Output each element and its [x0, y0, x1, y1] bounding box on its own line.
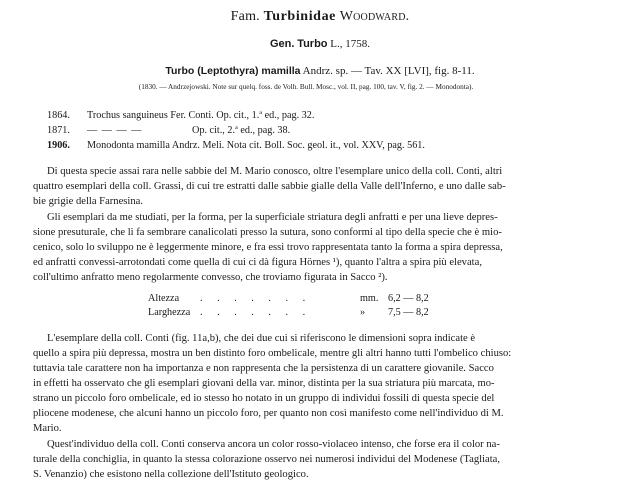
- measurement-row: [148, 293, 429, 304]
- paragraph-line: pliocene modenese, che alcuni hanno un piccolo foro, per quanto non così manifesto come nell'individuo di M.: [33, 408, 504, 419]
- synonymy-year: 1906.: [47, 140, 70, 151]
- paragraph-line: tuttavia tale carattere non ha importanza e non rappresenta che la persistenza di un carattere giovanile. Sacco: [33, 363, 494, 374]
- genus-name: Turbo: [297, 38, 328, 50]
- paragraph-line: Quest'individuo della coll. Conti conserva ancora un color rosso-violaceo intenso, che forse era il color na-: [47, 439, 500, 450]
- paragraph-line: Mario.: [33, 423, 62, 434]
- paragraph-line: Gli esemplari da me studiati, per la forma, per la superficiale striatura degli anfratti e per una lieve depres-: [47, 212, 498, 223]
- measurement-value: 7,5 — 8,2: [388, 307, 429, 318]
- paragraph-line: sione presuturale, che li fa sembrare canalicolati presso la sutura, sono conformi al tipo della specie che è mio-: [33, 227, 502, 238]
- species-name: Turbo (Leptothyra) mamilla: [165, 65, 301, 77]
- synonymy-text: Trochus sanguineus Fer. Conti. Op. cit., 1.ª ed., pag. 32.: [87, 110, 315, 121]
- measurement-unit: mm.: [360, 293, 379, 304]
- measurement-dots: . . . . . . .: [200, 307, 312, 318]
- synonymy-dashes: — — — —: [87, 125, 143, 136]
- paragraph-line: turale della conchiglia, in quanto la stessa colorazione osservo nei numerosi individui del Modenese (Tagliata,: [33, 454, 501, 465]
- synonymy-entry: [47, 140, 425, 151]
- synonymy-entry: [47, 125, 290, 136]
- genus-prefix: Gen.: [269, 38, 295, 50]
- paragraph-line: strano un piccolo foro ombelicale, ed io stesso ho notato in un gruppo di individui fossili di questa specie del: [33, 393, 495, 404]
- paragraph-line: bie grigie della Farnesina.: [33, 196, 144, 207]
- synonymy-year: 1871.: [47, 125, 70, 136]
- paragraph-line: in effetti ha osservato che gli esemplari giovani della var. minor, distinta per la sua striatura più marcata, mo-: [33, 378, 495, 389]
- paragraph-line: S. Venanzio) che esistono nella collezione dell'Istituto geologico.: [33, 469, 309, 480]
- synonymy-text: Monodonta mamilla Andrz. Meli. Nota cit. Boll. Soc. geol. it., vol. XXV, pag. 561.: [87, 140, 425, 151]
- measurement-label: Altezza: [148, 293, 180, 304]
- first-citation: (1830. — Andrzejowski. Note sur quelq. foss. de Volh. Bull. Mosc., vol. II, pag. 100, tav. V, fig. 2. — Monodonta).: [138, 82, 474, 91]
- paragraph-line: quattro esemplari della coll. Grassi, di cui tre estratti dalle sabbie gialle della Valle dell'Inferno, e uno dalle sab-: [33, 181, 506, 192]
- genus-heading: [0, 38, 640, 50]
- family-name: Turbinidae: [263, 9, 336, 24]
- paragraph-line: cenico, solo lo sviluppo ne è leggermente minore, e fra essi trovo rappresentata tanto la forma a spira depressa,: [33, 242, 503, 253]
- paragraph-line: quello a spira più depressa, mostra un ben distinto foro ombelicale, mentre gli altri hanno tutti l'ombelico chiuso:: [33, 348, 512, 359]
- measurement-unit: »: [360, 307, 366, 318]
- measurement-row: [148, 307, 429, 318]
- synonymy-text: Op. cit., 2.ª ed., pag. 38.: [192, 125, 291, 136]
- paragraph-line: ed anfratti convessi-arrotondati come quella di cui ci dà figura Hörnes ¹), quanto l'altra a spira più elevata,: [33, 257, 482, 268]
- measurement-dots: . . . . . . .: [200, 293, 312, 304]
- genus-author: L., 1758.: [330, 38, 371, 50]
- paragraph-line: coll'ultimo anfratto meno regolarmente convesso, che troviamo figurata in Sacco ²).: [33, 272, 388, 283]
- species-author: Andrz. sp. — Tav. XX [LVI], fig. 8-11.: [302, 65, 475, 77]
- synonymy-year: 1864.: [47, 110, 70, 121]
- family-heading: [0, 9, 640, 25]
- species-heading: [0, 65, 640, 77]
- paragraph-line: Di questa specie assai rara nelle sabbie del M. Mario conosco, oltre l'esemplare unico della coll. Conti, altri: [47, 166, 503, 177]
- family-author: Woodward.: [339, 9, 410, 24]
- measurement-value: 6,2 — 8,2: [388, 293, 429, 304]
- family-prefix: Fam.: [230, 9, 260, 24]
- measurement-label: Larghezza: [148, 307, 191, 318]
- synonymy-entry: [47, 110, 314, 121]
- paragraph-line: L'esemplare della coll. Conti (fig. 11a,b), che dei due cui si riferiscono le dimensioni sopra indicate è: [47, 333, 476, 344]
